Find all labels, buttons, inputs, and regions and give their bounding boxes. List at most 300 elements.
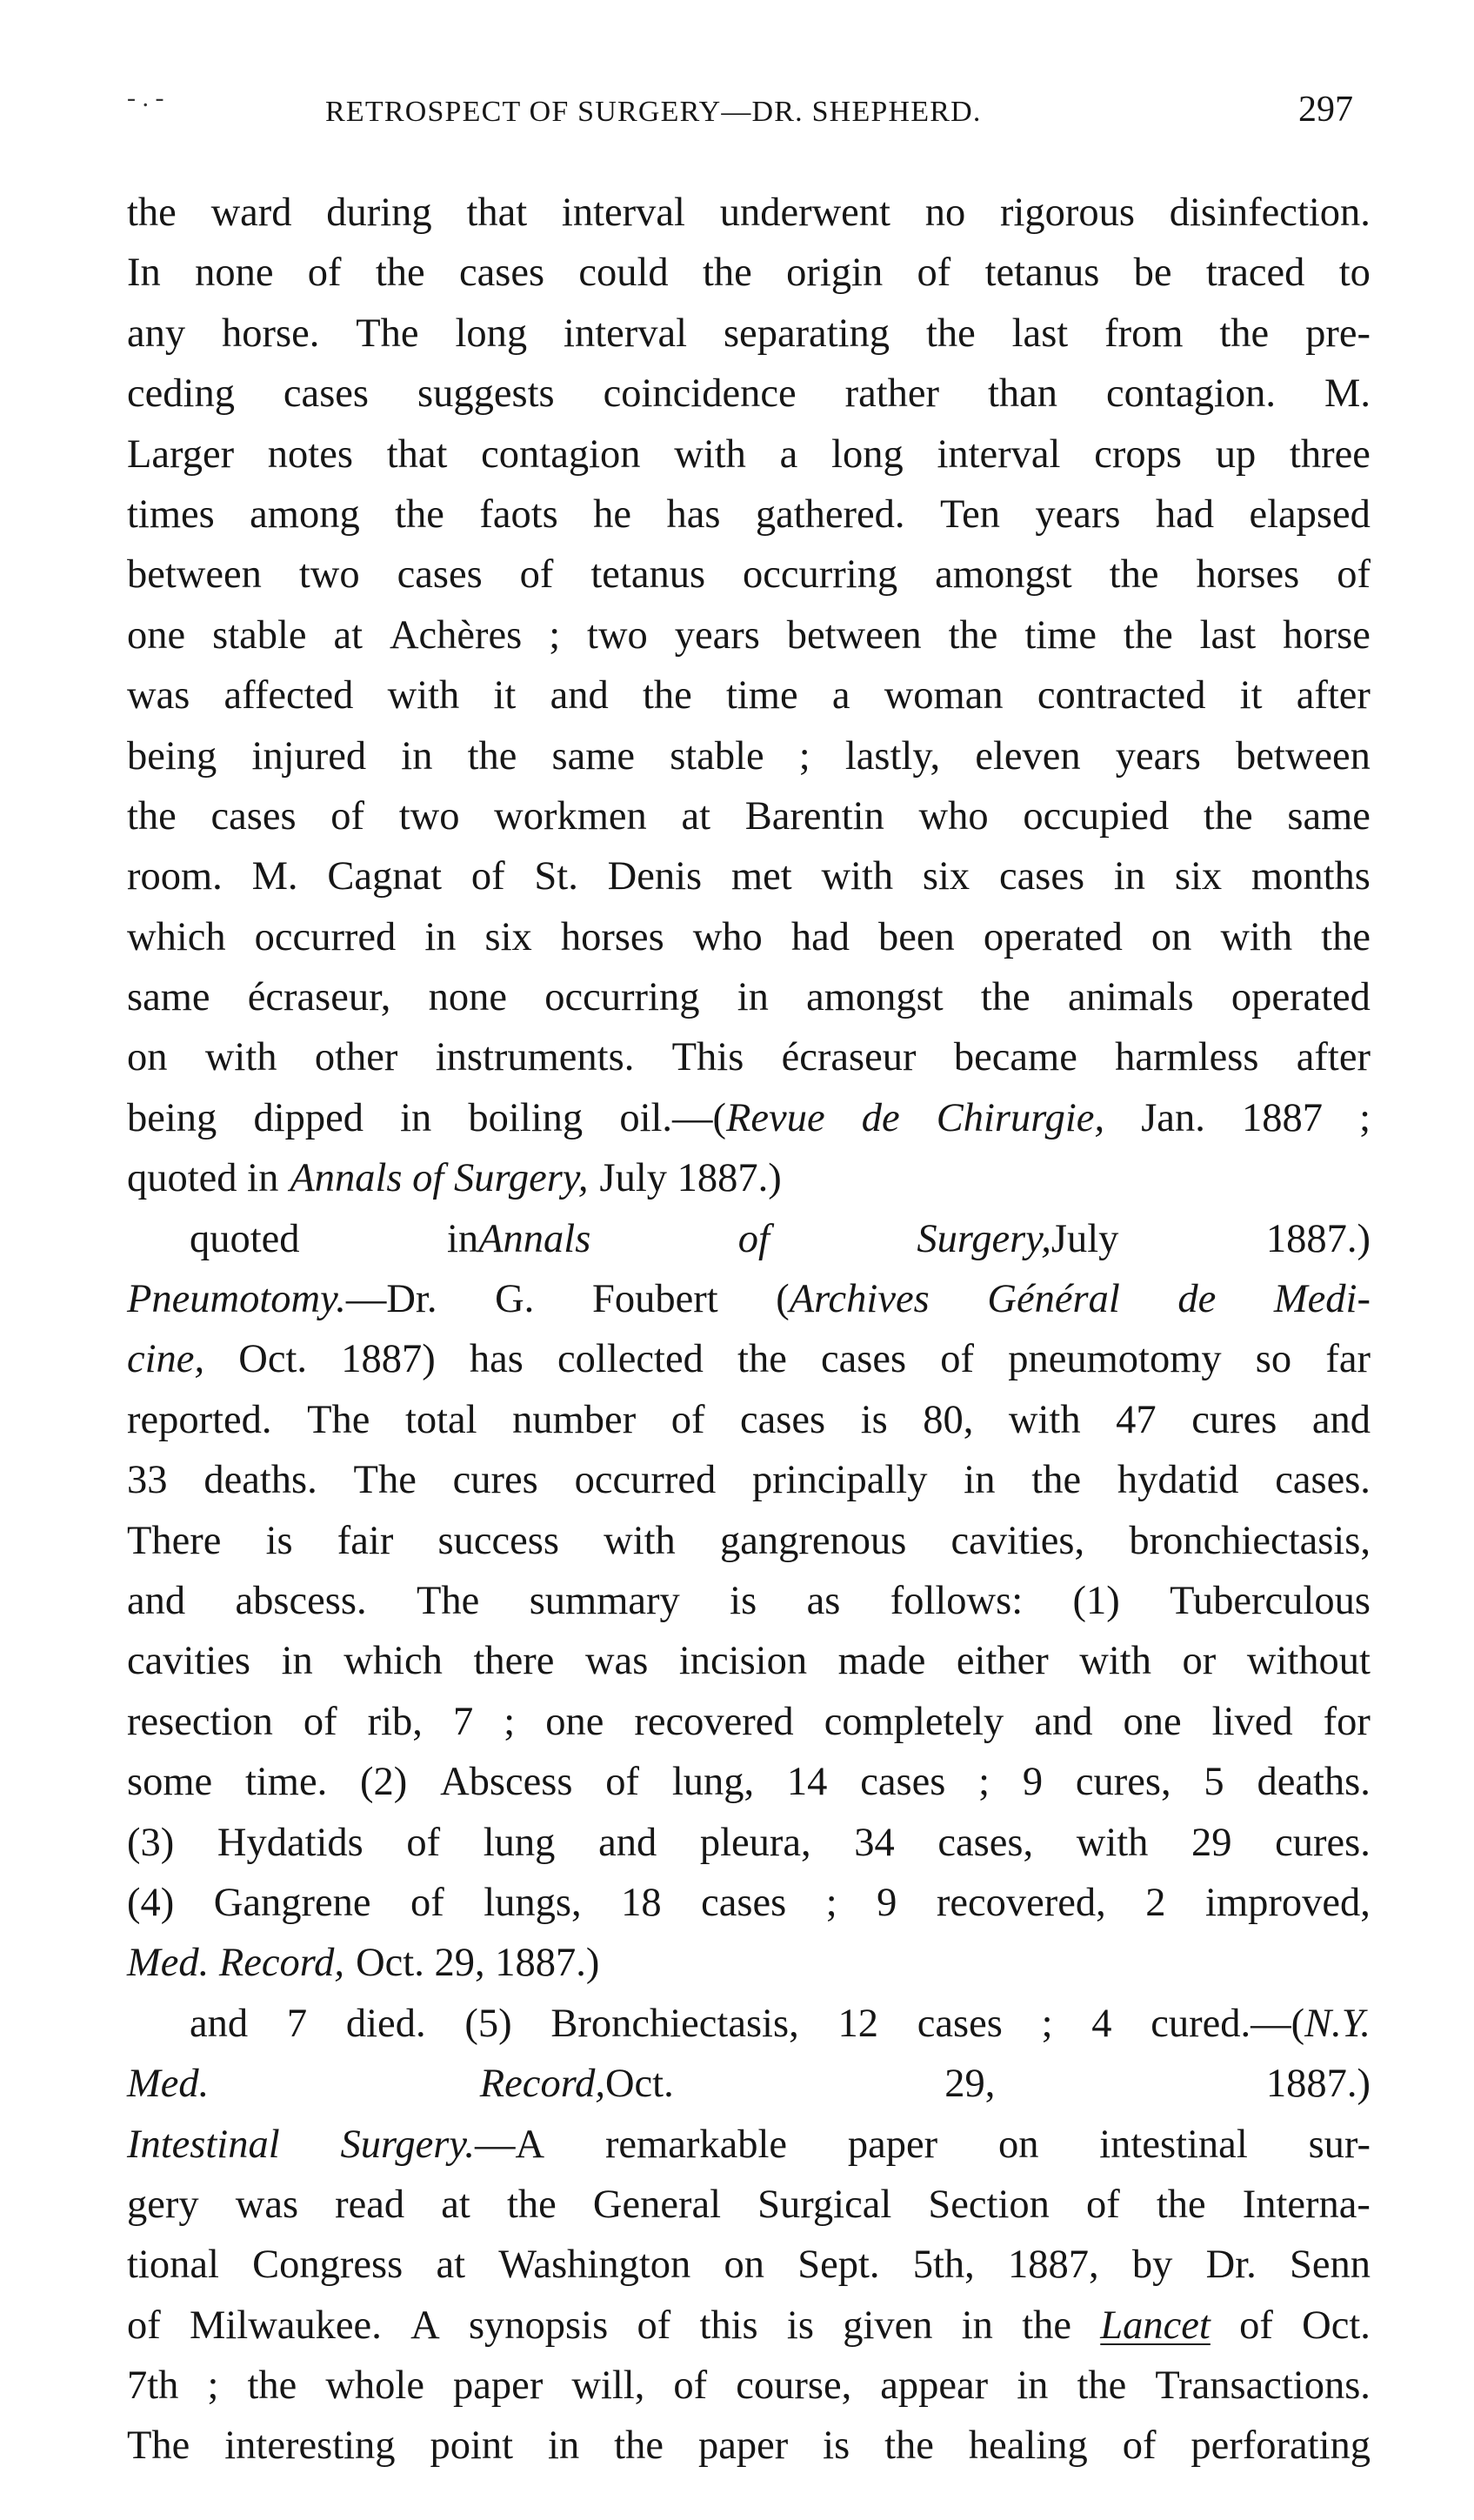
word: the (925, 311, 976, 356)
word: cured.—(N.Y. (1151, 2001, 1371, 2046)
text-line (127, 846, 1371, 906)
word: the (395, 491, 444, 537)
word: gery (127, 2182, 199, 2227)
word: last (1011, 311, 1069, 356)
word: cases (701, 1880, 787, 1925)
word: has (469, 1337, 524, 1382)
word: other (314, 1035, 398, 1080)
word: years (1035, 491, 1121, 537)
word: stable (212, 612, 307, 658)
word: the (1321, 914, 1371, 959)
word: Record,Oct. (479, 2062, 674, 2107)
word: 1887, (1008, 2243, 1099, 2288)
word: gathered. (755, 491, 905, 537)
word: six (484, 914, 532, 959)
word: be (1133, 251, 1172, 296)
word: improved, (1205, 1880, 1371, 1925)
word: without (1246, 1639, 1371, 1684)
word: occupied (1023, 793, 1170, 839)
word: of (673, 2363, 708, 2409)
word: 7th (127, 2363, 179, 2409)
text-line (127, 2296, 1371, 2356)
word: Général (987, 1277, 1120, 1322)
text-line (127, 1752, 1371, 1812)
word: cures (1191, 1397, 1277, 1442)
word: at (681, 793, 711, 839)
word: two (298, 552, 360, 598)
word: operated (1231, 975, 1371, 1020)
word: of (330, 793, 365, 839)
word: animals (1067, 975, 1194, 1020)
word: by (1131, 2243, 1173, 2288)
text-line (127, 1813, 1371, 1873)
word: Surgery.—A (340, 2122, 545, 2167)
text-segment: Oct. 29, 1887.) (356, 1941, 600, 1986)
running-head: RETROSPECT OF SURGERY—DR. SHEPHERD. (325, 96, 982, 128)
word: after (1296, 1035, 1371, 1080)
word: Larger (127, 431, 235, 477)
word: the (506, 2182, 557, 2227)
word: stable (670, 733, 764, 779)
word: on (127, 1035, 168, 1080)
word: recovered (634, 1699, 794, 1744)
word: of (737, 1216, 770, 1261)
word: among (250, 491, 360, 537)
word: fair (337, 1518, 394, 1563)
word: either (956, 1639, 1049, 1684)
word: suggests (417, 371, 555, 417)
word: 9 (1022, 1760, 1044, 1805)
word: reported. (127, 1397, 272, 1442)
word: Med. (127, 2062, 210, 2107)
word: and (550, 673, 609, 719)
word: has (666, 491, 721, 537)
word: of (670, 1397, 705, 1442)
text-line (127, 967, 1371, 1027)
word: cases, (937, 1820, 1034, 1865)
word: became (953, 1035, 1077, 1080)
word: cures (452, 1458, 538, 1503)
word: 5 (1204, 1760, 1224, 1805)
word: during (326, 191, 432, 235)
text-line (127, 2115, 1371, 2175)
text-segment: quoted in (127, 1156, 279, 1201)
word: in (961, 2303, 993, 2348)
word: A (410, 2303, 440, 2348)
word: bronchiectasis, (1129, 1518, 1371, 1563)
word: was (127, 673, 190, 719)
word: in (548, 2423, 580, 2469)
word: workmen (494, 793, 647, 839)
word: pleura, (699, 1820, 811, 1865)
word: on (724, 2243, 764, 2288)
word: with (1079, 1639, 1151, 1684)
word: of (127, 2303, 161, 2348)
text-line (127, 1088, 1371, 1148)
word: is (265, 1518, 293, 1563)
page-header (127, 84, 1371, 141)
word: with (1008, 1397, 1081, 1442)
word: same (551, 733, 636, 779)
word: tetanus (984, 251, 1100, 296)
word: met (730, 854, 792, 899)
word: cases. (1275, 1458, 1371, 1503)
word: the (1109, 552, 1159, 598)
word: horse (1283, 612, 1371, 658)
word: the (127, 191, 177, 235)
word: 47 (1116, 1397, 1157, 1442)
word: traced (1205, 251, 1305, 296)
word: far (1325, 1337, 1371, 1382)
word: died. (345, 2001, 426, 2046)
word: 12 (837, 2001, 878, 2046)
word: lastly, (844, 733, 941, 779)
word: amongst (935, 552, 1072, 598)
text-line (127, 1692, 1371, 1752)
word: 14 (786, 1760, 828, 1805)
word: 7 (286, 2001, 308, 2046)
word: years (1115, 733, 1201, 779)
text-line (127, 1329, 1371, 1389)
word: long (455, 311, 528, 356)
word: and (1034, 1699, 1093, 1744)
word: in (400, 1095, 432, 1140)
word: between (786, 612, 922, 658)
word: (Archives (776, 1277, 930, 1322)
word: at (436, 2243, 466, 2288)
word: of (1239, 2303, 1273, 2348)
word: the (1123, 612, 1173, 658)
word: The (356, 311, 419, 356)
word: contracted (1037, 673, 1206, 719)
word: the (127, 793, 177, 839)
word: had (790, 914, 850, 959)
word: one (127, 612, 186, 658)
word: resection (127, 1699, 273, 1744)
word: six (1174, 854, 1223, 899)
word: occurred (574, 1458, 717, 1503)
word: in (424, 914, 457, 959)
word: 9 (877, 1880, 897, 1925)
word: none (428, 975, 508, 1020)
word: 1887 (1241, 1095, 1323, 1140)
word: de (861, 1095, 900, 1140)
word: ward (210, 191, 292, 235)
word: principally (752, 1458, 928, 1503)
word: years (674, 612, 760, 658)
word: 33 (127, 1458, 168, 1503)
word: one (545, 1699, 604, 1744)
word: Foubert (591, 1277, 718, 1322)
word: of (303, 1699, 337, 1744)
word: the (375, 251, 425, 296)
word: which (343, 1639, 443, 1684)
word: had (1155, 491, 1215, 537)
word: Achères (389, 612, 523, 658)
word: the (1031, 1458, 1082, 1503)
word: it (1239, 673, 1263, 719)
word: paper (453, 2363, 544, 2409)
word: 29, (944, 2062, 996, 2107)
word: ; (207, 2363, 219, 2409)
word: Tuberculous (1170, 1578, 1371, 1623)
word: ; (978, 1760, 990, 1805)
word: of (1122, 2423, 1157, 2469)
word: up (1215, 431, 1257, 477)
text-line (127, 545, 1371, 605)
word: at (441, 2182, 470, 2227)
word: two (398, 793, 460, 839)
text-line (127, 485, 1371, 545)
word: écraseur, (247, 975, 391, 1020)
word: the (703, 251, 752, 296)
word: months (1251, 854, 1371, 899)
word: contagion (481, 431, 641, 477)
word: underwent (719, 191, 890, 235)
word: Congress (252, 2243, 404, 2288)
word: recovered, (936, 1880, 1106, 1925)
word: a (779, 431, 798, 477)
word: the (247, 2363, 297, 2409)
word: between (127, 552, 262, 598)
word: Section (928, 2182, 1050, 2227)
word: with (1220, 914, 1293, 959)
word: lived (1211, 1699, 1293, 1744)
word: synopsis (468, 2303, 609, 2348)
text-line (127, 605, 1371, 665)
word: and (1311, 1397, 1371, 1442)
word: or (1182, 1639, 1217, 1684)
word: no (924, 191, 966, 235)
word: interesting (224, 2423, 396, 2469)
word: tional (127, 2243, 219, 2288)
word: success (437, 1518, 559, 1563)
word: St. (534, 854, 578, 899)
word: interval (564, 311, 688, 356)
word: than (987, 371, 1058, 417)
word: none (195, 251, 274, 296)
word: ; (798, 733, 810, 779)
text-line (127, 1511, 1371, 1571)
word: given (843, 2303, 933, 2348)
word: total (404, 1397, 477, 1442)
word: lung (483, 1820, 556, 1865)
word: times (127, 491, 215, 537)
word: cases (740, 1397, 826, 1442)
text-line (127, 665, 1371, 725)
word: Transactions. (1155, 2363, 1371, 2409)
word: the (737, 1337, 787, 1382)
word: the (642, 673, 692, 719)
word: of (940, 1337, 975, 1382)
text-line (127, 2416, 1371, 2476)
word: for (1323, 1699, 1371, 1744)
word: gangrenous (719, 1518, 907, 1563)
word: the (1156, 2182, 1206, 2227)
word: healing (968, 2423, 1088, 2469)
word: rigorous (999, 191, 1135, 235)
word: ; (1041, 2001, 1053, 2046)
word: three (1289, 431, 1371, 477)
word: 1887.) (1265, 1216, 1371, 1261)
word: with (387, 673, 460, 719)
word: with (204, 1035, 277, 1080)
word: Sept. (797, 2243, 880, 2288)
word: of (637, 2303, 671, 2348)
word: (5) (464, 2001, 512, 2046)
text-line (127, 424, 1371, 485)
word: being (127, 733, 217, 779)
word: Gangrene (213, 1880, 371, 1925)
word: whole (325, 2363, 424, 2409)
word: amongst (806, 975, 944, 1020)
word: of (1337, 552, 1371, 598)
word: cases (821, 1337, 907, 1382)
word: read (335, 2182, 405, 2227)
word: Jan. (1141, 1095, 1205, 1140)
word: Oct. (1302, 2303, 1371, 2348)
text-line (127, 243, 1371, 303)
word: one (1123, 1699, 1182, 1744)
word: Dr. (1205, 2243, 1257, 2288)
word: of (1085, 2182, 1120, 2227)
word: 34 (854, 1820, 895, 1865)
word: of (605, 1760, 640, 1805)
word: of (410, 1880, 444, 1925)
word: that (466, 191, 528, 235)
word: in (401, 733, 433, 779)
word: with (1076, 1820, 1149, 1865)
word: who (918, 793, 989, 839)
word: intestinal (1099, 2122, 1248, 2167)
word: interval (937, 431, 1061, 477)
word: contagion. (1106, 371, 1277, 417)
word: elapsed (1249, 491, 1371, 537)
text-line (127, 726, 1371, 786)
word: Lancet (1100, 2303, 1211, 2348)
word: ceding (127, 371, 235, 417)
word: remarkable (604, 2122, 788, 2167)
word: quoted (190, 1216, 300, 1261)
text-line (127, 2235, 1371, 2295)
word: faots (479, 491, 558, 537)
margin-marks: - . - (127, 84, 164, 112)
word: cases (397, 552, 483, 598)
word: same (1287, 793, 1371, 839)
word: Medi- (1273, 1277, 1371, 1322)
word: it (493, 673, 517, 719)
word: any (127, 311, 186, 356)
text-line (127, 364, 1371, 424)
text-line (127, 1209, 1371, 1269)
word: collected (557, 1337, 704, 1382)
word: two (587, 612, 648, 658)
word: appear (880, 2363, 989, 2409)
word: oil.—(Revue (619, 1095, 825, 1140)
word: he (593, 491, 632, 537)
word: origin (786, 251, 884, 296)
word: Hydatids (217, 1820, 363, 1865)
word: Surgery,July (917, 1216, 1119, 1261)
word: Surgical (757, 2182, 892, 2227)
word: 5th, (912, 2243, 975, 2288)
word: 7 (452, 1699, 474, 1744)
text-line (127, 2356, 1371, 2416)
word: time. (244, 1760, 328, 1805)
word: coincidence (603, 371, 797, 417)
word: and (190, 2001, 249, 2046)
text-line (127, 1933, 1371, 1993)
word: that (386, 431, 448, 477)
text-line (127, 1390, 1371, 1450)
word: 18 (621, 1880, 662, 1925)
word: The (353, 1458, 417, 1503)
word: some (127, 1760, 213, 1805)
word: horses (1196, 552, 1300, 598)
word: lung, (671, 1760, 755, 1805)
word: operated (983, 914, 1123, 959)
word: was (235, 2182, 299, 2227)
word: 4 (1091, 2001, 1112, 2046)
word: pneumotomy (1008, 1337, 1222, 1382)
word: G. (495, 1277, 535, 1322)
word: Ten (939, 491, 1000, 537)
word: time (725, 673, 798, 719)
word: cavities, (950, 1518, 1085, 1563)
word: from (1104, 311, 1184, 356)
word: with (674, 431, 746, 477)
word: 1887.) (1265, 2062, 1371, 2107)
word: This (671, 1035, 744, 1080)
word: harmless (1115, 1035, 1259, 1080)
text-segment: Annals of Surgery, (290, 1156, 589, 1201)
body-text (127, 183, 1371, 2477)
word: the (614, 2423, 664, 2469)
word: will, (571, 2363, 645, 2409)
word: rib, (367, 1699, 423, 1744)
text-line (127, 183, 1371, 243)
word: There (127, 1518, 222, 1563)
word: with (821, 854, 894, 899)
word: deaths. (203, 1458, 317, 1503)
word: was (584, 1639, 649, 1684)
word: who (692, 914, 763, 959)
text-line (127, 1027, 1371, 1087)
word: the (884, 2423, 934, 2469)
word: notes (267, 431, 353, 477)
word: General (592, 2182, 722, 2227)
word: completely (824, 1699, 1004, 1744)
word: between (1236, 733, 1371, 779)
word: the (1077, 2363, 1127, 2409)
word: summary (529, 1578, 680, 1623)
word: disinfection. (1169, 191, 1371, 235)
word: occurring (544, 975, 700, 1020)
word: 80, (923, 1397, 974, 1442)
word: paper (847, 2122, 938, 2167)
word: cine, (127, 1337, 205, 1382)
text-line (127, 907, 1371, 967)
text-line (127, 786, 1371, 846)
word: cures. (1275, 1820, 1371, 1865)
word: with (604, 1518, 676, 1563)
word: affected (223, 673, 354, 719)
word: 1887) (341, 1337, 436, 1382)
word: Intestinal (127, 2122, 280, 2167)
word: instruments. (435, 1035, 635, 1080)
word: (1) (1072, 1578, 1120, 1623)
word: time (1024, 612, 1097, 658)
